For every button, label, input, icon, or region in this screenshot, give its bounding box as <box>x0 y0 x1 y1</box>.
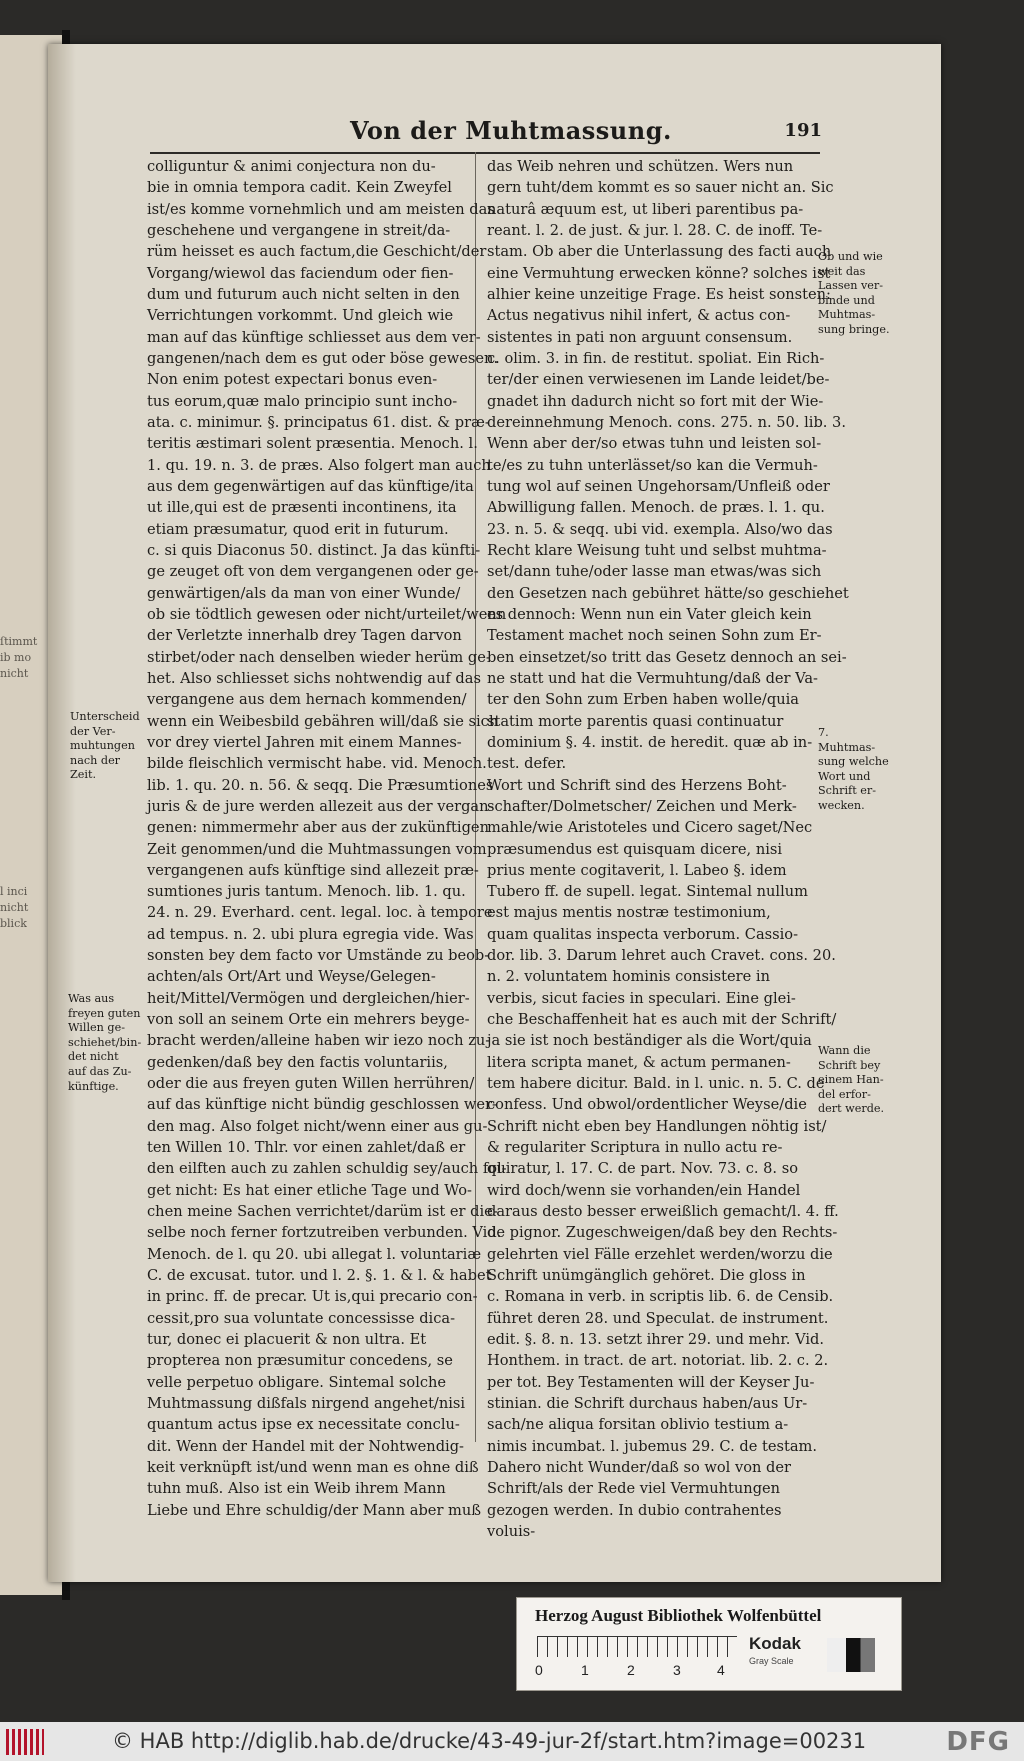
right-text-column <box>487 156 849 1542</box>
text-line: tem habere dicitur. Bald. in l. unic. n. 5. C. de <box>487 1075 825 1093</box>
text-line: gezogen werden. In dubio contrahentes <box>487 1501 782 1519</box>
header-rule <box>150 152 820 154</box>
text-line: heit/Mittel/Vermögen und dergleichen/hier- <box>147 989 470 1007</box>
text-line: Vorgang/wiewol das faciendum oder fien- <box>147 264 454 282</box>
text-line: dum und futurum auch nicht selten in den <box>147 285 460 303</box>
text-line: ter/der einen verwiesenen im Lande leidet/be- <box>487 371 830 389</box>
text-line: litera scripta manet, & actum permanen- <box>487 1053 791 1071</box>
text-line: get nicht: Es hat einer etliche Tage und Wo- <box>147 1181 472 1199</box>
text-line: gelehrten viel Fälle erzehlet werden/worzu die <box>487 1245 833 1263</box>
text-line: stam. Ob aber die Unterlassung des facti auch <box>487 243 832 261</box>
text-line: ne statt und hat die Vermuhtung/daß der Va- <box>487 669 818 687</box>
dfg-logo: DFG <box>946 1727 1010 1757</box>
margin-note-left-2: Was aus freyen guten Willen ge- schiehet/bin- det nicht auf das Zu- künftige. <box>68 992 142 1093</box>
text-line: quiratur, l. 17. C. de part. Nov. 73. c. 8. so <box>487 1160 798 1178</box>
text-line: den mag. Also folget nicht/wenn einer aus gu- <box>147 1117 488 1135</box>
text-line: confess. Und obwol/ordentlicher Weyse/die <box>487 1096 807 1114</box>
text-line: ben einsetzet/so tritt das Gesetz dennoch an sei- <box>487 648 847 666</box>
text-line: wird doch/wenn sie vorhanden/ein Handel <box>487 1181 801 1199</box>
text-line: dominium §. 4. instit. de heredit. quæ ab in- <box>487 733 813 751</box>
text-line: Recht klare Weisung tuht und selbst muhtma- <box>487 541 827 559</box>
text-line: ter den Sohn zum Erben haben wolle/quia <box>487 691 799 709</box>
text-line: tuhn muß. Also ist ein Weib ihrem Mann <box>147 1480 446 1498</box>
text-line: te/es zu tuhn unterlässet/so kan die Vermuh- <box>487 456 818 474</box>
text-line: Liebe und Ehre schuldig/der Mann aber muß <box>147 1501 482 1519</box>
text-line: teritis æstimari solent præsentia. Menoch. l. <box>147 435 478 453</box>
footer-credit-link[interactable]: © HAB http://diglib.hab.de/drucke/43-49-jur-2f/start.htm?image=00231 <box>112 1729 867 1753</box>
text-line: dereinnehmung Menoch. cons. 275. n. 50. lib. 3. <box>487 413 846 431</box>
text-line: c. Romana in verb. in scriptis lib. 6. de Censib. <box>487 1288 834 1306</box>
text-line: ut ille,qui est de præsenti incontinens, ita <box>147 499 457 517</box>
text-line: ad tempus. n. 2. ubi plura egregia vide. Was <box>147 925 474 943</box>
text-line: Wenn aber der/so etwas tuhn und leisten sol- <box>487 435 822 453</box>
text-line: gangenen/nach dem es gut oder böse gewesen. <box>147 349 499 367</box>
text-line: oder die aus freyen guten Willen herrühren/ <box>147 1075 475 1093</box>
text-line: set/dann tuhe/oder lasse man etwas/was sich <box>487 563 822 581</box>
text-line: geschehene und vergangene in streit/da- <box>147 221 451 239</box>
text-line: tung wol auf seinen Ungehorsam/Unfleiß oder <box>487 477 830 495</box>
text-line: voluis- <box>487 1523 536 1540</box>
text-line: ob sie tödtlich gewesen oder nicht/urteilet/wenn <box>147 605 507 623</box>
text-line: het. Also schliesset sichs nohtwendig auf das <box>147 669 481 687</box>
text-line: c. si quis Diaconus 50. distinct. Ja das künfti- <box>147 541 481 559</box>
text-line: dit. Wenn der Handel mit der Nohtwendig- <box>147 1437 464 1455</box>
running-head: Von der Muhtmassung. <box>350 116 672 145</box>
text-line: es dennoch: Wenn nun ein Vater gleich kein <box>487 605 812 623</box>
text-line: 24. n. 29. Everhard. cent. legal. loc. à tempore <box>147 904 493 922</box>
margin-note-left-1: Unterscheid der Ver- muhtungen nach der Zeit. <box>70 710 140 782</box>
gray-scale-label: Gray Scale <box>749 1656 794 1666</box>
text-line: est majus mentis nostræ testimonium, <box>487 904 771 922</box>
facing-page-fragment: ſtimmt ib mo nicht l inci nicht blick <box>0 35 65 1595</box>
text-line: genwärtigen/als da man von einer Wunde/ <box>147 584 461 602</box>
margin-note-right-3: Wann die Schrift bey einem Han- del erfor- dert werde. <box>818 1044 885 1116</box>
footer-bar <box>0 1722 1024 1761</box>
text-line: C. de excusat. tutor. und l. 2. §. 1. & l. & habet <box>147 1267 492 1285</box>
text-line: Testament machet noch seinen Sohn zum Er- <box>487 627 822 645</box>
text-line: test. defer. <box>487 755 567 773</box>
page-header <box>150 116 822 146</box>
text-line: wenn ein Weibesbild gebähren will/daß sie sich <box>147 712 499 730</box>
text-line: bie in omnia tempora cadit. Kein Zweyfel <box>147 179 452 197</box>
gray-swatch <box>827 1638 875 1672</box>
text-line: rüm heisset es auch factum,die Geschicht/der <box>147 243 487 261</box>
text-line: reant. l. 2. de just. & jur. l. 28. C. de inoff. Te- <box>487 221 823 239</box>
text-line: Actus negativus nihil infert, & actus con- <box>487 307 791 325</box>
text-line: selbe noch ferner fortzutreiben verbunden. Vid. <box>147 1224 502 1242</box>
text-line: daraus desto besser erweißlich gemacht/l. 4. ff. <box>487 1203 839 1221</box>
text-line: genen: nimmermehr aber aus der zukünftigen <box>147 819 489 837</box>
text-line: ist/es komme vornehmlich und am meisten das <box>147 200 495 218</box>
text-line: velle perpetuo obligare. Sintemal solche <box>147 1373 447 1391</box>
text-line: sach/ne aliqua forsitan oblivio testium a- <box>487 1416 789 1434</box>
text-line: etiam præsumatur, quod erit in futurum. <box>147 520 449 538</box>
scale-number: 0 <box>535 1662 543 1678</box>
text-line: chen meine Sachen verrichtet/darüm ist er die- <box>147 1203 498 1221</box>
text-line: per tot. Bey Testamenten will der Keyser Ju- <box>487 1373 815 1391</box>
text-line: Non enim potest expectari bonus even- <box>147 371 438 389</box>
text-line: 23. n. 5. & seqq. ubi vid. exempla. Also/wo das <box>487 520 833 538</box>
text-line: cessit,pro sua voluntate concessisse dica- <box>147 1309 456 1327</box>
text-line: auf das künftige nicht bündig geschlossen wer- <box>147 1096 497 1114</box>
hab-logo-icon <box>6 1729 44 1755</box>
text-line: gedenken/daß bey den factis voluntariis, <box>147 1053 448 1071</box>
text-line: den eilften auch zu zahlen schuldig sey/auch fol- <box>147 1160 507 1178</box>
text-line: statim morte parentis quasi continuatur <box>487 712 784 730</box>
scale-number: 1 <box>581 1662 589 1678</box>
text-line: colliguntur & animi conjectura non du- <box>147 158 436 175</box>
text-line: sonsten bey dem facto vor Umstände zu beob- <box>147 947 490 965</box>
text-line: sumtiones juris tantum. Menoch. lib. 1. qu. <box>147 883 466 901</box>
text-line: verbis, sicut facies in speculari. Eine glei- <box>487 989 796 1007</box>
text-line: alhier keine unzeitige Frage. Es heist sonsten: <box>487 285 831 303</box>
text-line: tur, donec ei placuerit & non ultra. Et <box>147 1331 427 1349</box>
text-line: juris & de jure werden allezeit aus der vergan- <box>147 797 494 815</box>
text-line: von soll an seinem Orte ein mehrers beyge- <box>147 1011 470 1029</box>
text-line: bracht werden/alleine haben wir iezo noch zu- <box>147 1032 491 1050</box>
text-line: in princ. ff. de precar. Ut is,qui precario con- <box>147 1288 478 1306</box>
text-line: Schrift nicht eben bey Handlungen nöhtig ist/ <box>487 1117 827 1135</box>
text-line: das Weib nehren und schützen. Wers nun <box>487 158 794 175</box>
text-line: propterea non præsumitur concedens, se <box>147 1352 453 1370</box>
text-line: den Gesetzen nach gebühret hätte/so geschiehet <box>487 584 849 602</box>
text-line: Menoch. de l. qu 20. ubi allegat l. voluntariæ <box>147 1245 482 1263</box>
text-line: ata. c. minimur. §. principatus 61. dist. & præ- <box>147 413 490 431</box>
text-line: stirbet/oder nach denselben wieder herüm ge- <box>147 648 491 666</box>
text-line: vor drey viertel Jahren mit einem Mannes- <box>147 733 462 751</box>
text-line: Dahero nicht Wunder/daß so wol von der <box>487 1459 792 1477</box>
text-line: 1. qu. 19. n. 3. de præs. Also folgert man auch <box>147 456 491 474</box>
scale-number: 4 <box>717 1662 725 1678</box>
text-line: ge zeuget oft von dem vergangenen oder ge- <box>147 563 479 581</box>
text-line: stinian. die Schrift durchaus haben/aus Ur- <box>487 1395 808 1413</box>
ruler-scale <box>537 1636 737 1657</box>
text-line: keit verknüpft ist/und wenn man es ohne diß <box>147 1459 479 1477</box>
text-line: mahle/wie Aristoteles und Cicero saget/Nec <box>487 819 813 837</box>
text-line: aus dem gegenwärtigen auf das künftige/ita <box>147 477 474 495</box>
text-line: sistentes in pati non arguunt consensum. <box>487 328 793 346</box>
margin-note-right-1: Ob und wie weit das Lassen ver- binde und Muhtmas- sung bringe. <box>818 250 890 336</box>
text-line: de pignor. Zugeschweigen/daß bey den Rechts- <box>487 1224 838 1242</box>
text-line: c. olim. 3. in fin. de restitut. spoliat. Ein Rich- <box>487 349 825 367</box>
text-line: che Beschaffenheit hat es auch mit der Schrift/ <box>487 1011 837 1029</box>
text-line: Wort und Schrift sind des Herzens Boht- <box>487 776 787 794</box>
text-line: Tubero ff. de supell. legat. Sintemal nullum <box>487 883 809 901</box>
text-line: gern tuht/dem kommt es so sauer nicht an. Sic <box>487 179 834 197</box>
text-line: præsumendus est quisquam dicere, nisi <box>487 840 783 858</box>
page-number: 191 <box>784 120 822 141</box>
text-line: edit. §. 8. n. 13. setzt ihrer 29. und mehr. Vid. <box>487 1331 825 1349</box>
library-name: Herzog August Bibliothek Wolfenbüttel <box>535 1606 822 1625</box>
text-line: Zeit genommen/und die Muhtmassungen vom <box>147 840 487 858</box>
text-line: Honthem. in tract. de art. notoriat. lib. 2. c. 2. <box>487 1352 829 1370</box>
text-line: ja sie ist noch beständiger als die Wort/quia <box>487 1032 812 1050</box>
left-text-column <box>147 156 507 1521</box>
text-line: Muhtmassung dißfals nirgend angehet/nisi <box>147 1395 466 1413</box>
text-line: prius mente cogitaverit, l. Labeo §. idem <box>487 861 787 879</box>
text-line: quam qualitas inspecta verborum. Cassio- <box>487 925 799 943</box>
text-line: man auf das künftige schliesset aus dem ver- <box>147 328 481 346</box>
text-line: führet deren 28. und Speculat. de instrument. <box>487 1309 829 1327</box>
text-line: Schrift unümgänglich gehöret. Die gloss in <box>487 1267 806 1285</box>
scale-number: 3 <box>673 1662 681 1678</box>
text-line: & regulariter Scriptura in nullo actu re- <box>487 1139 783 1157</box>
text-line: eine Vermuhtung erwecken könne? solches ist <box>487 264 831 282</box>
kodak-logo: Kodak <box>749 1634 801 1653</box>
text-line: naturâ æquum est, ut liberi parentibus pa- <box>487 200 804 218</box>
text-line: bilde fleischlich vermischt habe. vid. Menoch. <box>147 755 487 773</box>
text-line: achten/als Ort/Art und Weyse/Gelegen- <box>147 968 436 986</box>
text-line: lib. 1. qu. 20. n. 56. & seqq. Die Præsumtiones <box>147 776 494 794</box>
text-line: vergangene aus dem hernach kommenden/ <box>147 691 467 709</box>
text-line: tus eorum,quæ malo principio sunt incho- <box>147 392 458 410</box>
color-calibration-card <box>516 1597 902 1691</box>
text-line: Schrift/als der Rede viel Vermuhtungen <box>487 1480 781 1498</box>
text-line: nimis incumbat. l. jubemus 29. C. de testam. <box>487 1437 817 1455</box>
text-line: quantum actus ipse ex necessitate conclu- <box>147 1416 460 1434</box>
scale-number: 2 <box>627 1662 635 1678</box>
text-line: gnadet ihn dadurch nicht so fort mit der Wie- <box>487 392 824 410</box>
page-curl-shadow <box>48 44 76 1582</box>
text-line: dor. lib. 3. Darum lehret auch Cravet. cons. 20. <box>487 947 836 965</box>
text-line: der Verletzte innerhalb drey Tagen darvon <box>147 627 462 645</box>
text-line: n. 2. voluntatem hominis consistere in <box>487 968 770 986</box>
text-line: Verrichtungen vorkommt. Und gleich wie <box>147 307 454 325</box>
margin-note-right-2: 7. Muhtmas- sung welche Wort und Schrift er- wecken. <box>818 726 889 812</box>
text-line: vergangenen aufs künftige sind allezeit præ- <box>147 861 479 879</box>
text-line: ten Willen 10. Thlr. vor einen zahlet/daß er <box>147 1139 466 1157</box>
text-line: schafter/Dolmetscher/ Zeichen und Merk- <box>487 797 797 815</box>
text-line: Abwilligung fallen. Menoch. de præs. l. 1. qu. <box>487 499 825 517</box>
